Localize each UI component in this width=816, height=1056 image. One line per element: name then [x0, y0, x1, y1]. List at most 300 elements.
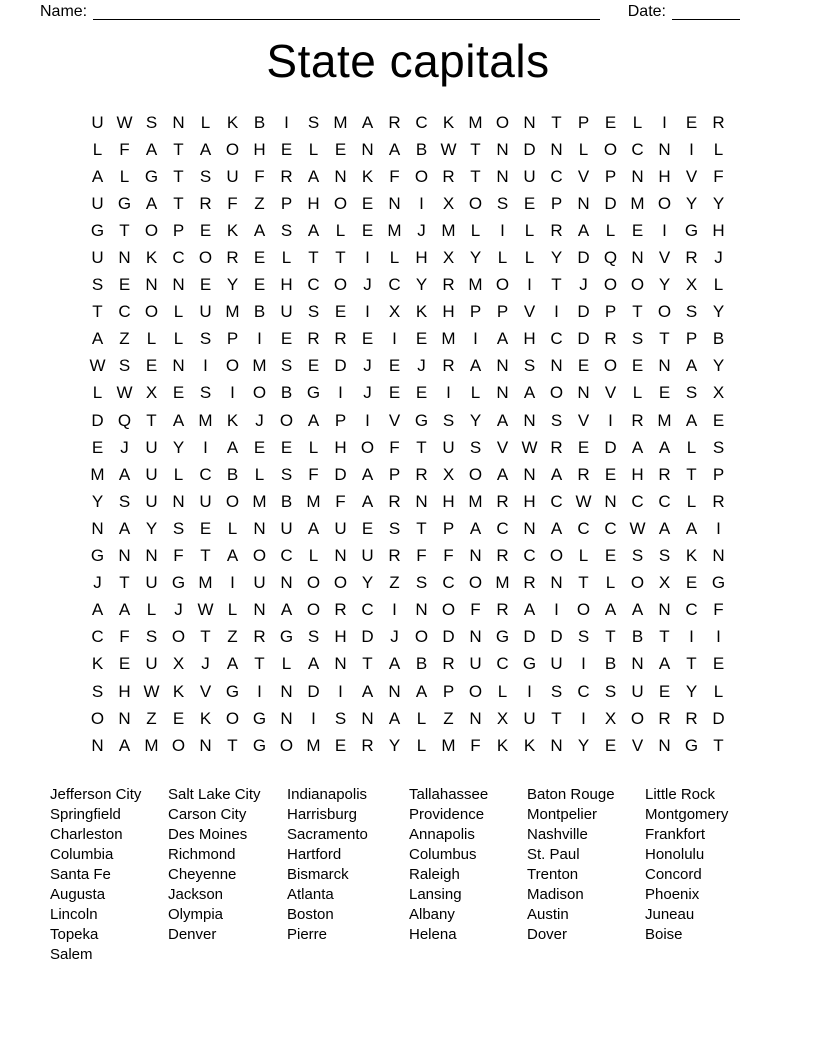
word-list-item: Santa Fe [50, 866, 111, 884]
grid-letter: R [361, 735, 374, 755]
grid-letter: K [199, 708, 212, 728]
grid-letter: L [713, 681, 724, 701]
grid-letter: D [577, 248, 590, 268]
grid-letter: S [685, 383, 698, 403]
grid-letter: A [658, 437, 671, 457]
grid-letter: J [363, 383, 372, 403]
grid-letter: F [416, 546, 427, 566]
grid-letter: C [307, 275, 320, 295]
grid-letter: Y [361, 573, 374, 593]
grid-letter: K [415, 302, 428, 322]
grid-letter: I [338, 681, 343, 701]
grid-letter: I [392, 600, 397, 620]
grid-letter: T [146, 410, 157, 430]
grid-letter: W [143, 681, 160, 701]
word-list-item: Nashville [527, 826, 588, 844]
grid-letter: Y [577, 735, 590, 755]
grid-letter: O [603, 356, 618, 376]
grid-letter: M [225, 302, 240, 322]
grid-letter: L [281, 248, 292, 268]
grid-letter: T [551, 112, 562, 132]
grid-letter: T [686, 464, 697, 484]
grid-letter: W [629, 518, 646, 538]
grid-letter: A [145, 193, 158, 213]
grid-letter: E [199, 275, 212, 295]
grid-letter: L [470, 220, 481, 240]
grid-letter: A [550, 518, 563, 538]
grid-letter: A [550, 464, 563, 484]
grid-letter: B [253, 302, 266, 322]
word-list-item: Salem [50, 946, 93, 964]
grid-letter: A [253, 220, 266, 240]
word-list-item: Trenton [527, 866, 579, 884]
grid-letter: H [415, 248, 428, 268]
grid-letter: N [469, 627, 482, 647]
grid-letter: P [685, 329, 698, 349]
grid-letter: U [280, 302, 293, 322]
grid-letter: M [306, 491, 321, 511]
grid-letter: T [416, 437, 427, 457]
grid-letter: T [551, 275, 562, 295]
grid-letter: G [117, 193, 132, 213]
grid-letter: A [172, 410, 185, 430]
grid-letter: X [172, 654, 185, 674]
grid-letter: K [226, 112, 239, 132]
grid-letter: T [659, 329, 670, 349]
grid-letter: E [118, 654, 131, 674]
grid-row [84, 299, 732, 326]
header [0, 0, 816, 21]
grid-letter: J [390, 627, 399, 647]
word-list-item: Lansing [409, 886, 462, 904]
grid-letter: L [605, 573, 616, 593]
grid-letter: V [199, 681, 212, 701]
grid-letter: R [226, 248, 239, 268]
grid-letter: A [280, 600, 293, 620]
grid-letter: V [577, 166, 590, 186]
grid-letter: M [306, 735, 321, 755]
grid-letter: T [686, 654, 697, 674]
grid-letter: O [576, 600, 591, 620]
grid-letter: K [496, 735, 509, 755]
grid-row [84, 488, 732, 515]
grid-letter: T [227, 735, 238, 755]
grid-letter: X [658, 573, 671, 593]
grid-letter: B [415, 139, 428, 159]
grid-letter: O [630, 708, 645, 728]
grid-letter: T [659, 627, 670, 647]
grid-letter: L [578, 139, 589, 159]
word-list-item: Honolulu [645, 846, 705, 864]
grid-letter: A [307, 654, 320, 674]
grid-letter: M [657, 410, 672, 430]
grid-letter: L [497, 248, 508, 268]
word-column [168, 785, 287, 965]
word-list-item: Boise [645, 926, 683, 944]
grid-letter: Y [658, 275, 671, 295]
grid-letter: M [333, 112, 348, 132]
grid-row [84, 434, 732, 461]
grid-letter: E [280, 437, 293, 457]
grid-letter: A [631, 600, 644, 620]
grid-letter: O [549, 546, 564, 566]
word-list-item: Jefferson City [50, 786, 142, 804]
word-column [527, 785, 645, 965]
grid-letter: N [631, 166, 644, 186]
grid-letter: E [415, 329, 428, 349]
grid-row [84, 407, 732, 434]
grid-letter: E [280, 139, 293, 159]
grid-letter: A [361, 112, 374, 132]
word-list [0, 785, 816, 965]
grid-letter: M [441, 220, 456, 240]
grid-letter: J [579, 275, 588, 295]
word-list-item: Lincoln [50, 906, 98, 924]
grid-letter: C [658, 491, 671, 511]
grid-letter: F [119, 139, 130, 159]
grid-letter: K [172, 681, 185, 701]
grid-letter: C [550, 329, 563, 349]
grid-letter: J [120, 437, 129, 457]
word-list-item: Pierre [287, 926, 328, 944]
grid-letter: G [711, 573, 726, 593]
grid-letter: Y [685, 193, 698, 213]
grid-letter: Q [603, 248, 618, 268]
grid-letter: H [712, 220, 725, 240]
grid-letter: E [172, 708, 185, 728]
grid-letter: T [119, 573, 130, 593]
grid-letter: O [468, 681, 483, 701]
grid-letter: X [496, 708, 509, 728]
grid-letter: S [145, 627, 158, 647]
grid-letter: D [442, 627, 455, 647]
grid-letter: O [603, 275, 618, 295]
grid-letter: E [604, 112, 617, 132]
grid-letter: B [280, 383, 293, 403]
grid-letter: E [604, 546, 617, 566]
grid-letter: W [440, 139, 457, 159]
word-list-item: Cheyenne [168, 866, 237, 884]
grid-letter: D [91, 410, 104, 430]
grid-letter: R [496, 546, 509, 566]
grid-letter: U [91, 248, 104, 268]
grid-letter: N [523, 112, 536, 132]
word-list-item: Des Moines [168, 826, 248, 844]
grid-letter: L [713, 139, 724, 159]
word-list-item: Little Rock [645, 786, 716, 804]
grid-row [84, 543, 732, 570]
grid-letter: U [361, 546, 374, 566]
grid-letter: S [199, 383, 212, 403]
grid-letter: N [145, 275, 158, 295]
word-list-item: Columbus [409, 846, 477, 864]
grid-letter: T [551, 708, 562, 728]
grid-row [84, 272, 732, 299]
grid-letter: R [550, 437, 563, 457]
grid-letter: F [470, 735, 481, 755]
grid-letter: T [605, 627, 616, 647]
grid-letter: P [604, 166, 617, 186]
grid-letter: I [365, 302, 370, 322]
grid-letter: I [257, 681, 262, 701]
grid-letter: R [496, 600, 509, 620]
word-list-item: Springfield [50, 806, 121, 824]
grid-letter: I [689, 139, 694, 159]
grid-letter: Y [685, 681, 698, 701]
grid-letter: J [417, 356, 426, 376]
grid-letter: F [443, 546, 454, 566]
grid-letter: D [712, 708, 725, 728]
grid-letter: I [716, 627, 721, 647]
grid-letter: L [497, 681, 508, 701]
word-list-item: Providence [409, 806, 485, 824]
grid-letter: C [496, 518, 509, 538]
grid-letter: T [416, 518, 427, 538]
grid-letter: N [118, 248, 131, 268]
grid-letter: E [658, 681, 671, 701]
grid-letter: A [496, 329, 509, 349]
grid-letter: H [118, 681, 131, 701]
grid-letter: O [333, 573, 348, 593]
grid-letter: F [173, 546, 184, 566]
grid-letter: E [334, 139, 347, 159]
grid-letter: Z [254, 193, 265, 213]
grid-letter: N [631, 248, 644, 268]
grid-letter: H [523, 329, 536, 349]
grid-letter: V [577, 410, 590, 430]
grid-letter: E [631, 220, 644, 240]
grid-letter: I [230, 383, 235, 403]
grid-letter: O [657, 193, 672, 213]
grid-letter: V [658, 248, 671, 268]
grid-letter: S [550, 681, 563, 701]
grid-letter: F [254, 166, 265, 186]
grid-letter: E [199, 220, 212, 240]
grid-letter: N [577, 193, 590, 213]
grid-letter: A [361, 464, 374, 484]
grid-letter: C [631, 491, 644, 511]
grid-letter: R [685, 708, 698, 728]
word-list-item: Bismarck [287, 866, 349, 884]
grid-letter: L [281, 654, 292, 674]
grid-letter: I [662, 220, 667, 240]
grid-letter: G [684, 735, 699, 755]
grid-letter: S [172, 518, 185, 538]
word-column [409, 785, 527, 965]
grid-letter: L [632, 112, 643, 132]
word-list-item: Augusta [50, 886, 106, 904]
grid-letter: L [686, 491, 697, 511]
grid-letter: P [226, 329, 239, 349]
grid-letter: N [361, 708, 374, 728]
grid-row [84, 705, 732, 732]
grid-letter: J [714, 248, 723, 268]
grid-letter: M [252, 356, 267, 376]
grid-letter: A [388, 139, 401, 159]
grid-letter: N [523, 464, 536, 484]
grid-letter: P [280, 193, 293, 213]
grid-letter: E [334, 302, 347, 322]
grid-row [84, 624, 732, 651]
grid-letter: E [523, 193, 536, 213]
grid-letter: O [198, 248, 213, 268]
grid-letter: O [414, 627, 429, 647]
grid-letter: E [388, 383, 401, 403]
grid-letter: L [173, 464, 184, 484]
grid-letter: U [469, 654, 482, 674]
word-list-item: Baton Rouge [527, 786, 615, 804]
grid-row [84, 678, 732, 705]
word-list-item: Indianapolis [287, 786, 368, 804]
grid-letter: O [225, 708, 240, 728]
grid-letter: N [172, 356, 185, 376]
grid-letter: S [145, 112, 158, 132]
grid-letter: N [523, 518, 536, 538]
grid-letter: Y [712, 302, 725, 322]
grid-letter: V [388, 410, 401, 430]
grid-letter: C [415, 112, 428, 132]
grid-letter: A [91, 166, 104, 186]
grid-letter: U [523, 708, 536, 728]
grid-letter: O [630, 573, 645, 593]
grid-letter: R [523, 573, 536, 593]
grid-letter: G [306, 383, 321, 403]
grid-letter: R [577, 464, 590, 484]
grid-letter: N [469, 708, 482, 728]
grid-letter: N [550, 139, 563, 159]
grid-letter: G [252, 708, 267, 728]
word-column [50, 785, 168, 965]
grid-letter: L [605, 220, 616, 240]
grid-letter: Y [226, 275, 239, 295]
grid-letter: Y [91, 491, 104, 511]
grid-letter: O [468, 193, 483, 213]
grid-letter: H [253, 139, 266, 159]
word-column [645, 785, 728, 965]
grid-letter: N [199, 735, 212, 755]
word-list-item: Carson City [168, 806, 247, 824]
grid-letter: E [199, 518, 212, 538]
grid-letter: P [577, 112, 590, 132]
grid-row [84, 570, 732, 597]
grid-letter: D [334, 356, 347, 376]
grid-letter: H [523, 491, 536, 511]
grid-letter: O [144, 220, 159, 240]
word-list-item: Topeka [50, 926, 99, 944]
grid-letter: K [685, 546, 698, 566]
grid-letter: R [415, 464, 428, 484]
grid-letter: E [712, 410, 725, 430]
grid-letter: O [252, 383, 267, 403]
grid-letter: T [173, 193, 184, 213]
grid-letter: O [279, 410, 294, 430]
grid-letter: R [442, 275, 455, 295]
grid-letter: K [226, 410, 239, 430]
grid-letter: L [686, 437, 697, 457]
grid-letter: O [279, 735, 294, 755]
grid-letter: O [603, 139, 618, 159]
grid-letter: N [550, 573, 563, 593]
grid-letter: S [307, 302, 320, 322]
grid-letter: N [118, 708, 131, 728]
grid-letter: S [199, 166, 212, 186]
grid-letter: I [203, 356, 208, 376]
date-blank-line [672, 6, 740, 20]
grid-letter: C [280, 546, 293, 566]
grid-letter: L [308, 437, 319, 457]
grid-letter: N [712, 546, 725, 566]
grid-row [84, 109, 732, 136]
grid-row [84, 217, 732, 244]
grid-letter: X [388, 302, 401, 322]
grid-letter: N [496, 166, 509, 186]
grid-letter: F [389, 166, 400, 186]
grid-letter: N [172, 491, 185, 511]
grid-letter: O [225, 356, 240, 376]
grid-letter: V [523, 302, 536, 322]
grid-letter: U [334, 518, 347, 538]
word-list-item: St. Paul [527, 846, 580, 864]
word-list-item: Hartford [287, 846, 342, 864]
grid-letter: C [550, 166, 563, 186]
grid-letter: J [93, 573, 102, 593]
grid-letter: S [685, 302, 698, 322]
grid-letter: S [280, 356, 293, 376]
grid-letter: K [523, 735, 536, 755]
grid-letter: F [119, 627, 130, 647]
word-column [287, 785, 409, 965]
grid-letter: E [361, 193, 374, 213]
grid-letter: E [604, 464, 617, 484]
grid-letter: T [119, 220, 130, 240]
grid-letter: C [172, 248, 185, 268]
grid-letter: N [91, 518, 104, 538]
grid-letter: L [200, 112, 211, 132]
grid-letter: V [631, 735, 644, 755]
grid-letter: S [334, 708, 347, 728]
grid-letter: L [308, 546, 319, 566]
grid-letter: W [116, 383, 133, 403]
grid-letter: M [441, 329, 456, 349]
grid-letter: I [554, 302, 559, 322]
grid-letter: L [713, 275, 724, 295]
grid-letter: M [198, 573, 213, 593]
grid-letter: L [173, 302, 184, 322]
grid-letter: C [388, 275, 401, 295]
grid-letter: U [145, 654, 158, 674]
grid-row [84, 461, 732, 488]
grid-row [84, 651, 732, 678]
grid-letter: O [144, 302, 159, 322]
grid-letter: O [441, 600, 456, 620]
grid-letter: R [442, 654, 455, 674]
grid-letter: F [227, 193, 238, 213]
grid-letter: R [442, 356, 455, 376]
grid-letter: L [227, 600, 238, 620]
grid-letter: N [415, 600, 428, 620]
grid-letter: B [253, 112, 266, 132]
grid-letter: O [333, 193, 348, 213]
grid-letter: K [442, 112, 455, 132]
grid-letter: A [226, 546, 239, 566]
grid-letter: G [279, 627, 294, 647]
grid-letter: G [414, 410, 429, 430]
grid-letter: A [658, 654, 671, 674]
grid-letter: H [442, 302, 455, 322]
grid-letter: C [199, 464, 212, 484]
grid-letter: W [575, 491, 592, 511]
grid-letter: I [284, 112, 289, 132]
